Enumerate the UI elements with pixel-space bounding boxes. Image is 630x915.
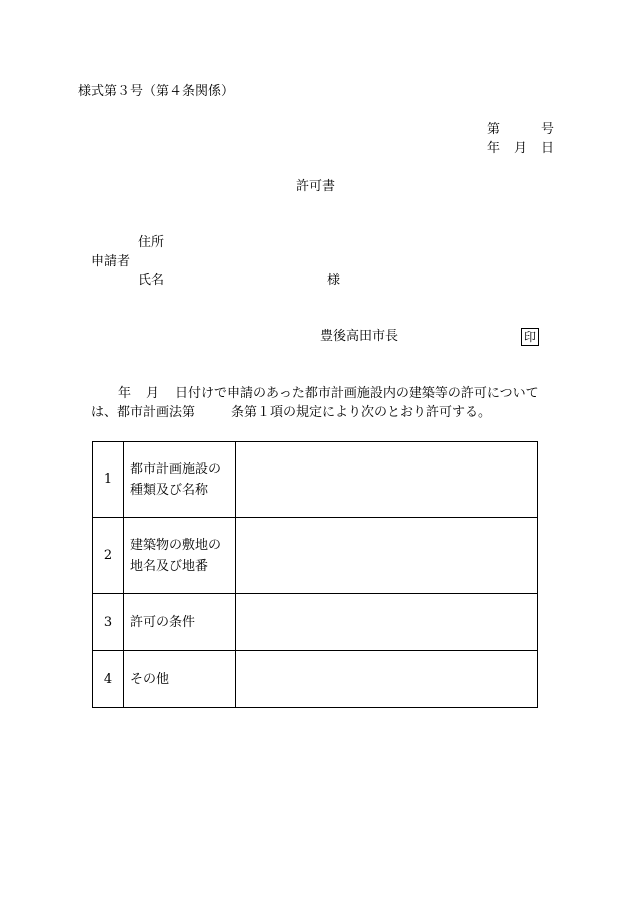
row-label — [124, 651, 236, 708]
issuer-name: 豊後高田市長 — [320, 329, 399, 344]
row-label-line2: 種類及び名称 — [130, 482, 209, 498]
row-number: 2 — [93, 518, 124, 594]
date-month: 月 — [514, 141, 528, 156]
row-value — [236, 442, 538, 518]
row-value — [236, 594, 538, 651]
body-month: 月 — [146, 386, 160, 401]
row-label — [124, 442, 236, 518]
row-label-line1: 許可の条件 — [130, 614, 196, 630]
table-row — [93, 651, 538, 708]
doc-number-suffix: 号 — [541, 122, 555, 137]
seal-mark: 印 — [521, 328, 539, 346]
permit-table — [92, 441, 538, 708]
row-label-line1: 建築物の敷地の — [130, 537, 222, 553]
table-row — [93, 594, 538, 651]
honorific: 様 — [327, 273, 341, 288]
row-value — [236, 518, 538, 594]
row-label-line2: 地名及び地番 — [130, 558, 209, 574]
form-number: 様式第３号（第４条関係） — [78, 84, 235, 99]
row-number: 1 — [93, 442, 124, 518]
body-line1-rest: 日付けで申請のあった都市計画施設内の建築等の許可について — [175, 386, 539, 401]
body-year: 年 — [118, 386, 132, 401]
row-label-line1: 都市計画施設の — [130, 461, 222, 477]
row-number: 3 — [93, 594, 124, 651]
table-row — [93, 518, 538, 594]
row-label — [124, 518, 236, 594]
name-label: 氏名 — [138, 273, 165, 288]
body-line2-part2: 条第１項の規定により次のとおり許可する。 — [231, 405, 492, 420]
address-label: 住所 — [138, 235, 165, 250]
document-title: 許可書 — [296, 179, 336, 194]
date-day: 日 — [541, 141, 555, 156]
body-line2-part1: は、都市計画法第 — [91, 405, 196, 420]
row-label — [124, 594, 236, 651]
row-label-line1: その他 — [130, 671, 170, 687]
doc-number-prefix: 第 — [487, 122, 501, 137]
row-value — [236, 651, 538, 708]
row-number: 4 — [93, 651, 124, 708]
table-row — [93, 442, 538, 518]
applicant-label: 申請者 — [91, 254, 131, 269]
date-year: 年 — [487, 141, 501, 156]
